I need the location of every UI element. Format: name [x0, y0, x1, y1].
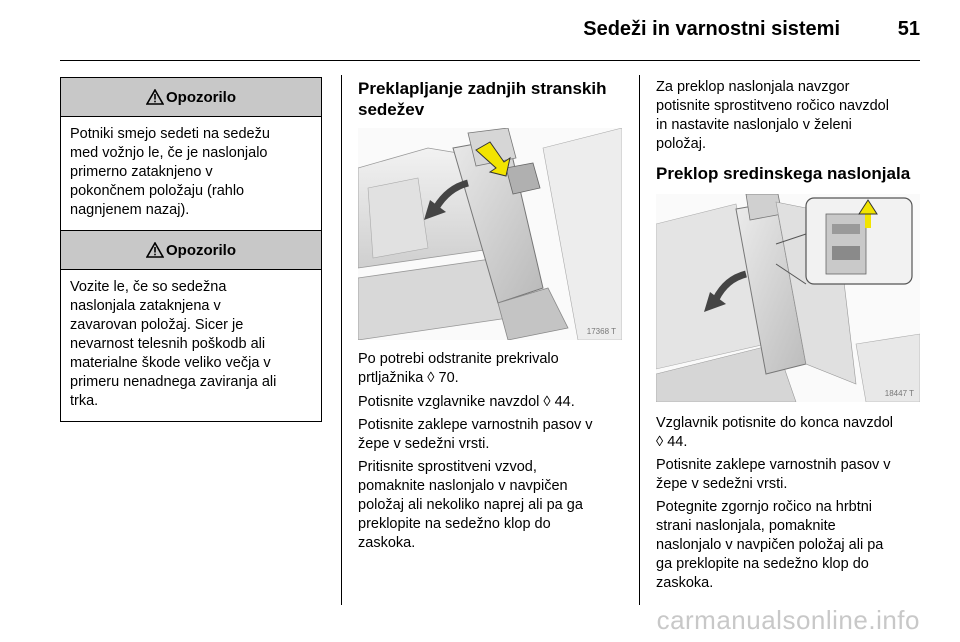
text-line: Potisnite zaklepe varnostnih pasov v [656, 457, 891, 473]
heading-line: sedežev [358, 100, 425, 119]
text-line: ga preklopite na sedežno klop do [656, 556, 869, 572]
warning-box-1 [60, 77, 322, 231]
text-line: strani naslonjala, pomaknite [656, 518, 836, 534]
warning-line: trka. [70, 393, 99, 409]
warning-header [61, 78, 321, 117]
side-seat-paragraph-4 [358, 458, 583, 553]
warning-triangle-icon [146, 89, 164, 105]
warning-text [61, 117, 321, 230]
text-line: preklopite na sedežno klop do [358, 516, 551, 532]
text-line: Po potrebi odstranite prekrivalo [358, 351, 559, 367]
warning-line: Potniki smejo sedeti na sedežu [70, 126, 270, 142]
text-line: položaj ali nekoliko naprej ali pa ga [358, 497, 583, 513]
warning-line: pokončnem položaju (rahlo [70, 183, 245, 199]
page-header-title: Sedeži in varnostni sistemi [583, 18, 840, 40]
text-line: zaskoka. [656, 575, 714, 591]
warning-line: naslonjala zataknjena v [70, 298, 221, 314]
text-line: Potisnite vzglavnike navzdol ◊ 44. [358, 394, 575, 410]
text-line: potisnite sprostitveno ročico navzdol [656, 98, 889, 114]
text-line: naslonjalo v navpičen položaj ali pa [656, 537, 884, 553]
warning-box-2 [60, 230, 322, 422]
column-divider-left [341, 75, 342, 605]
text-line: prtljažnika ◊ 70. [358, 370, 459, 386]
text-line: žepe v sedežni vrsti. [656, 476, 788, 492]
warning-line: med vožnjo le, če je naslonjalo [70, 145, 268, 161]
footer-watermark: carmanualsonline.info [656, 605, 920, 635]
text-line: žepe v sedežni vrsti. [358, 436, 490, 452]
seat-illustration [358, 128, 622, 340]
middle-paragraph-3 [656, 498, 883, 593]
heading-line: Preklapljanje zadnjih stranskih [358, 79, 607, 98]
section-heading-middle-backrest: Preklop sredinskega naslonjala [656, 164, 911, 183]
text-line: položaj. [656, 136, 706, 152]
text-line: Za preklop naslonjala navzgor [656, 79, 850, 95]
warning-header [61, 231, 321, 270]
figure-id: 18447 T [884, 389, 914, 398]
text-line: in nastavite naslonjalo v želeni [656, 117, 852, 133]
text-line: Pritisnite sprostitveni vzvod, [358, 459, 537, 475]
section-heading-side-seats [358, 78, 606, 120]
side-seat-paragraph-2 [358, 393, 575, 412]
text-line: pomaknite naslonjalo v navpičen [358, 478, 568, 494]
text-line: zaskoka. [358, 535, 416, 551]
warning-line: primeru nenadnega zaviranja ali [70, 374, 277, 390]
middle-paragraph-1 [656, 414, 893, 452]
side-seat-paragraph-1 [358, 350, 559, 388]
page-number: 51 [897, 18, 920, 40]
text-line: ◊ 44. [656, 434, 688, 450]
warning-line: nagnjenem nazaj). [70, 202, 190, 218]
warning-title: Opozorilo [166, 88, 236, 106]
warning-line: materialne škode veliko večja v [70, 355, 271, 371]
warning-line: primerno zataknjeno v [70, 164, 213, 180]
warning-triangle-icon [146, 242, 164, 258]
warning-title: Opozorilo [166, 241, 236, 259]
text-line: Potegnite zgornjo ročico na hrbtni [656, 499, 873, 515]
text-line: Vzglavnik potisnite do konca navzdol [656, 415, 893, 431]
warning-line: nevarnost telesnih poškodb ali [70, 336, 266, 352]
header-divider [60, 60, 920, 61]
backrest-illustration [656, 194, 920, 402]
figure-middle-backrest-fold [656, 194, 920, 402]
warning-text [61, 270, 321, 421]
figure-id: 17368 T [586, 327, 616, 336]
column-divider-right [639, 75, 640, 605]
warning-line: Vozite le, če so sedežna [70, 279, 227, 295]
warning-line: zavarovan položaj. Sicer je [70, 317, 244, 333]
figure-side-seat-fold [358, 128, 622, 340]
side-seat-paragraph-3 [358, 416, 593, 454]
middle-intro-paragraph [656, 78, 889, 154]
middle-paragraph-2 [656, 456, 891, 494]
text-line: Potisnite zaklepe varnostnih pasov v [358, 417, 593, 433]
